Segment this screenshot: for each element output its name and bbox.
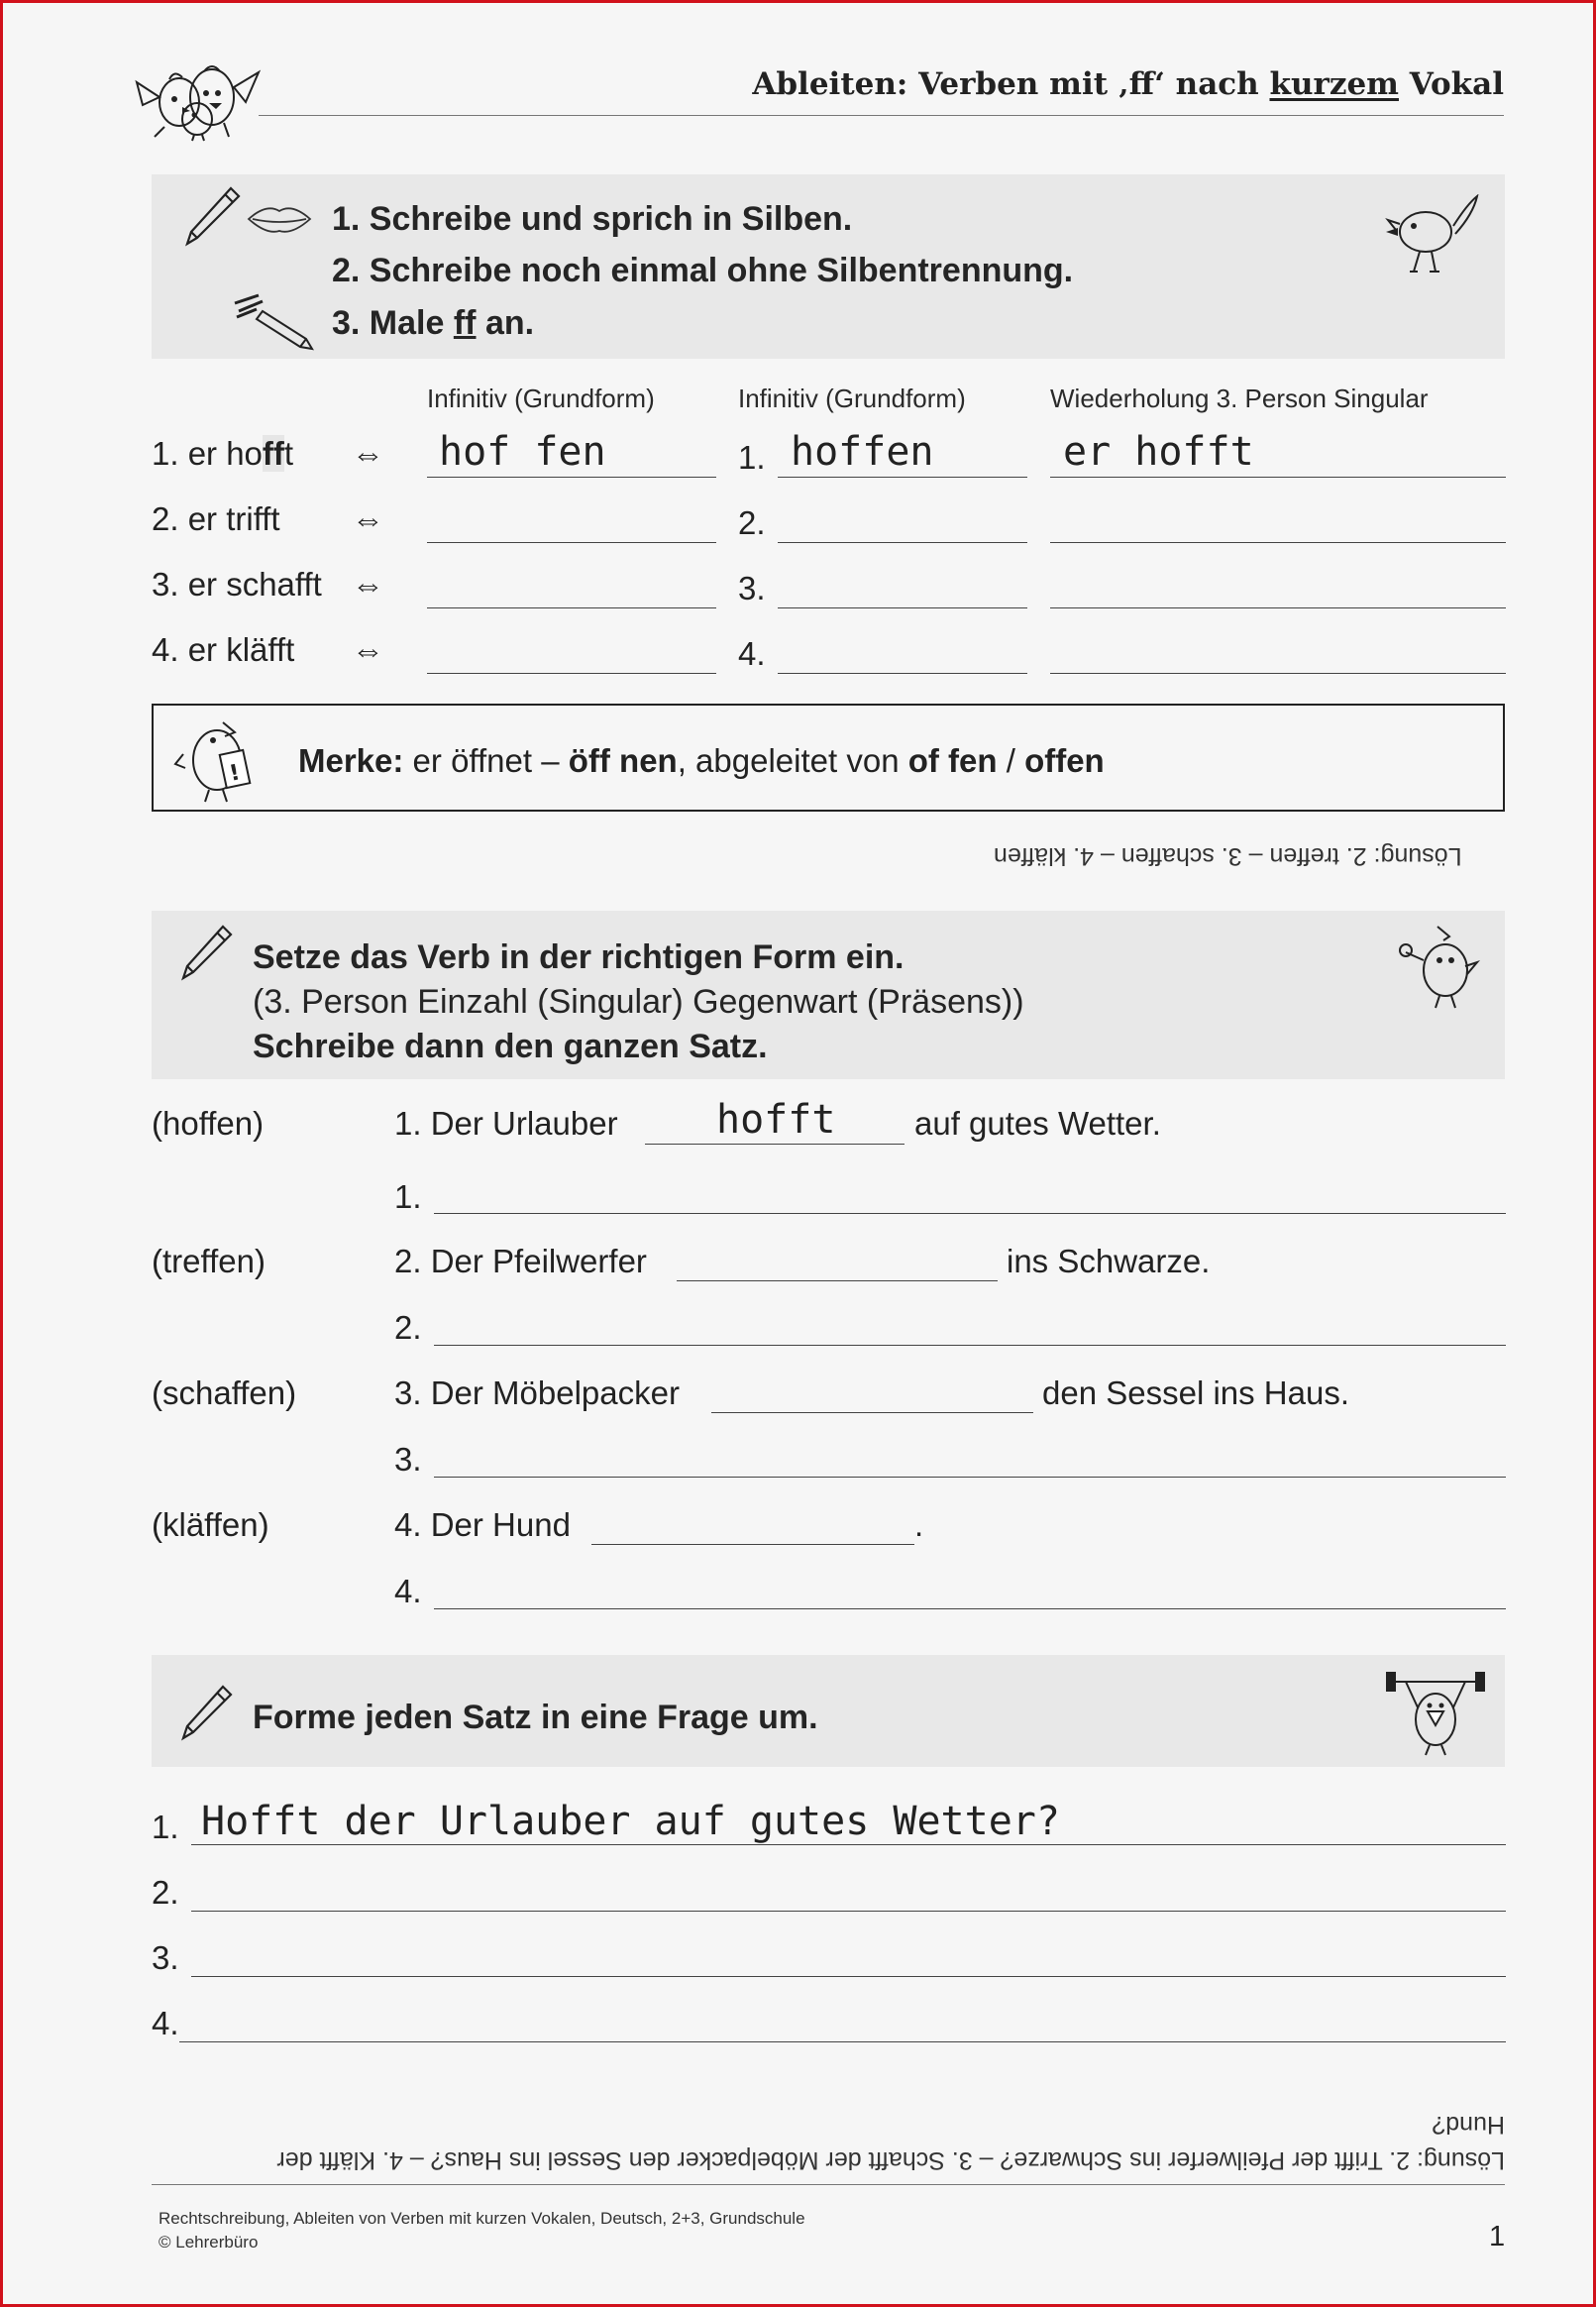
sentence-2-rewrite-line[interactable] — [434, 1345, 1506, 1346]
arrow-icon: ⇔ — [352, 566, 384, 603]
sentence-1-start: 1. Der Urlauber — [394, 1105, 618, 1142]
infinitive-answer-1: hoffen — [791, 429, 934, 475]
crayon-coloring-icon — [233, 293, 316, 351]
sentence-4-rewrite-line[interactable] — [434, 1608, 1506, 1609]
task3-line: Forme jeden Satz in eine Frage um. — [253, 1699, 818, 1736]
pencil-icon — [183, 184, 243, 248]
question-3-line[interactable] — [191, 1976, 1506, 1977]
bird-with-feather-icon — [1384, 194, 1481, 275]
syllable-line-1[interactable] — [427, 477, 716, 478]
merke-text: Merke: er öffnet – öff nen, abgeleitet von of fen / offen — [298, 742, 1105, 779]
repetition-line-1[interactable] — [1050, 477, 1506, 478]
sentence-2-end: ins Schwarze. — [1007, 1243, 1211, 1279]
sentence-4-start: 4. Der Hund — [394, 1506, 571, 1543]
row-number-3: 3. — [738, 570, 766, 606]
verb-hint-2: (treffen) — [152, 1243, 266, 1279]
question-1-number: 1. — [152, 1809, 179, 1845]
sentence-1-end: auf gutes Wetter. — [914, 1105, 1161, 1142]
syllable-line-4[interactable] — [427, 673, 716, 674]
column-header-infinitive: Infinitiv (Grundform) — [738, 384, 966, 413]
task1-step3: 3. Male ff an. — [332, 304, 535, 342]
solution-1-upside-down: Lösung: 2. treffen – 3. schaffen – 4. kläffen — [994, 842, 1462, 870]
question-2-number: 2. — [152, 1874, 179, 1911]
sentence-4-rewrite-number: 4. — [394, 1573, 422, 1609]
task1-step2: 2. Schreibe noch einmal ohne Silbentrennung. — [332, 252, 1074, 289]
repetition-line-3[interactable] — [1050, 607, 1506, 608]
verb-item-1: 1. er hofft — [152, 435, 294, 472]
mouth-icon — [247, 201, 312, 237]
verb-hint-4: (kläffen) — [152, 1506, 269, 1543]
verb-item-4: 4. er kläfft — [152, 631, 295, 668]
syllable-line-3[interactable] — [427, 607, 716, 608]
sentence-1-rewrite-line[interactable] — [434, 1213, 1506, 1214]
solution-2-upside-down: Lösung: 2. Trifft der Pfeilwerfer ins Schwarze? – 3. Schafft der Möbelpacker den Sessel ins Haus? – 4. Kläfft der Hund? — [276, 2111, 1505, 2174]
task2-line1: Setze das Verb in der richtigen Form ein. — [253, 938, 904, 976]
repetition-answer-1: er hofft — [1063, 429, 1254, 475]
sentence-2-rewrite-number: 2. — [394, 1309, 422, 1346]
verb-item-3: 3. er schafft — [152, 566, 322, 603]
pencil-icon — [179, 923, 235, 982]
question-2-line[interactable] — [191, 1911, 1506, 1912]
infinitive-line-1[interactable] — [778, 477, 1027, 478]
verb-hint-3: (schaffen) — [152, 1374, 297, 1411]
infinitive-line-3[interactable] — [778, 607, 1027, 608]
arrow-icon: ⇔ — [352, 435, 384, 472]
svg-text:!: ! — [227, 760, 243, 787]
sentence-2-blank[interactable] — [677, 1280, 998, 1281]
syllable-line-2[interactable] — [427, 542, 716, 543]
sentence-3-start: 3. Der Möbelpacker — [394, 1374, 680, 1411]
repetition-line-2[interactable] — [1050, 542, 1506, 543]
sentence-3-end: den Sessel ins Haus. — [1042, 1374, 1350, 1411]
column-header-infinitive-syllables: Infinitiv (Grundform) — [427, 384, 655, 413]
sentence-1-answer: hofft — [716, 1097, 836, 1143]
sentence-4-end: . — [914, 1506, 924, 1543]
birds-logo-icon — [135, 57, 264, 142]
bird-with-dumbbell-icon — [1398, 921, 1485, 1010]
question-1-answer: Hofft der Urlauber auf gutes Wetter? — [201, 1799, 1060, 1844]
sentence-3-rewrite-line[interactable] — [434, 1477, 1506, 1478]
row-number-1: 1. — [738, 439, 766, 476]
infinitive-line-4[interactable] — [778, 673, 1027, 674]
footer-rule — [152, 2184, 1505, 2185]
header-rule — [259, 115, 1504, 116]
footer-copyright: © Lehrerbüro — [159, 2233, 259, 2252]
sentence-3-blank[interactable] — [711, 1412, 1033, 1413]
row-number-2: 2. — [738, 504, 766, 541]
repetition-line-4[interactable] — [1050, 673, 1506, 674]
sentence-1-rewrite-number: 1. — [394, 1178, 422, 1215]
sentence-4-blank[interactable] — [591, 1544, 914, 1545]
infinitive-line-2[interactable] — [778, 542, 1027, 543]
worksheet-title: Ableiten: Verben mit ‚ff‘ nach kurzem Vokal — [752, 66, 1504, 102]
bird-with-sign-icon — [173, 714, 265, 806]
verb-item-2: 2. er trifft — [152, 500, 280, 537]
sentence-1-blank[interactable] — [645, 1144, 904, 1145]
syllable-answer-1: hof fen — [439, 429, 606, 475]
arrow-icon: ⇔ — [352, 631, 384, 668]
footer-source: Rechtschreibung, Ableiten von Verben mit kurzen Vokalen, Deutsch, 2+3, Grundschule — [159, 2209, 805, 2228]
column-header-repetition: Wiederholung 3. Person Singular — [1050, 384, 1429, 413]
question-4-line[interactable] — [179, 2041, 1506, 2042]
question-1-line[interactable] — [191, 1844, 1506, 1845]
sentence-2-start: 2. Der Pfeilwerfer — [394, 1243, 647, 1279]
task2-line2: (3. Person Einzahl (Singular) Gegenwart (Präsens)) — [253, 983, 1024, 1021]
task1-step1: 1. Schreibe und sprich in Silben. — [332, 200, 853, 238]
pencil-icon — [179, 1683, 235, 1742]
question-3-number: 3. — [152, 1939, 179, 1976]
page-number: 1 — [1489, 2221, 1506, 2252]
bird-lifting-weights-icon — [1384, 1668, 1487, 1757]
row-number-4: 4. — [738, 635, 766, 672]
verb-hint-1: (hoffen) — [152, 1105, 265, 1142]
sentence-3-rewrite-number: 3. — [394, 1441, 422, 1478]
arrow-icon: ⇔ — [352, 500, 384, 537]
question-4-number: 4. — [152, 2005, 179, 2041]
task2-line3: Schreibe dann den ganzen Satz. — [253, 1028, 768, 1065]
